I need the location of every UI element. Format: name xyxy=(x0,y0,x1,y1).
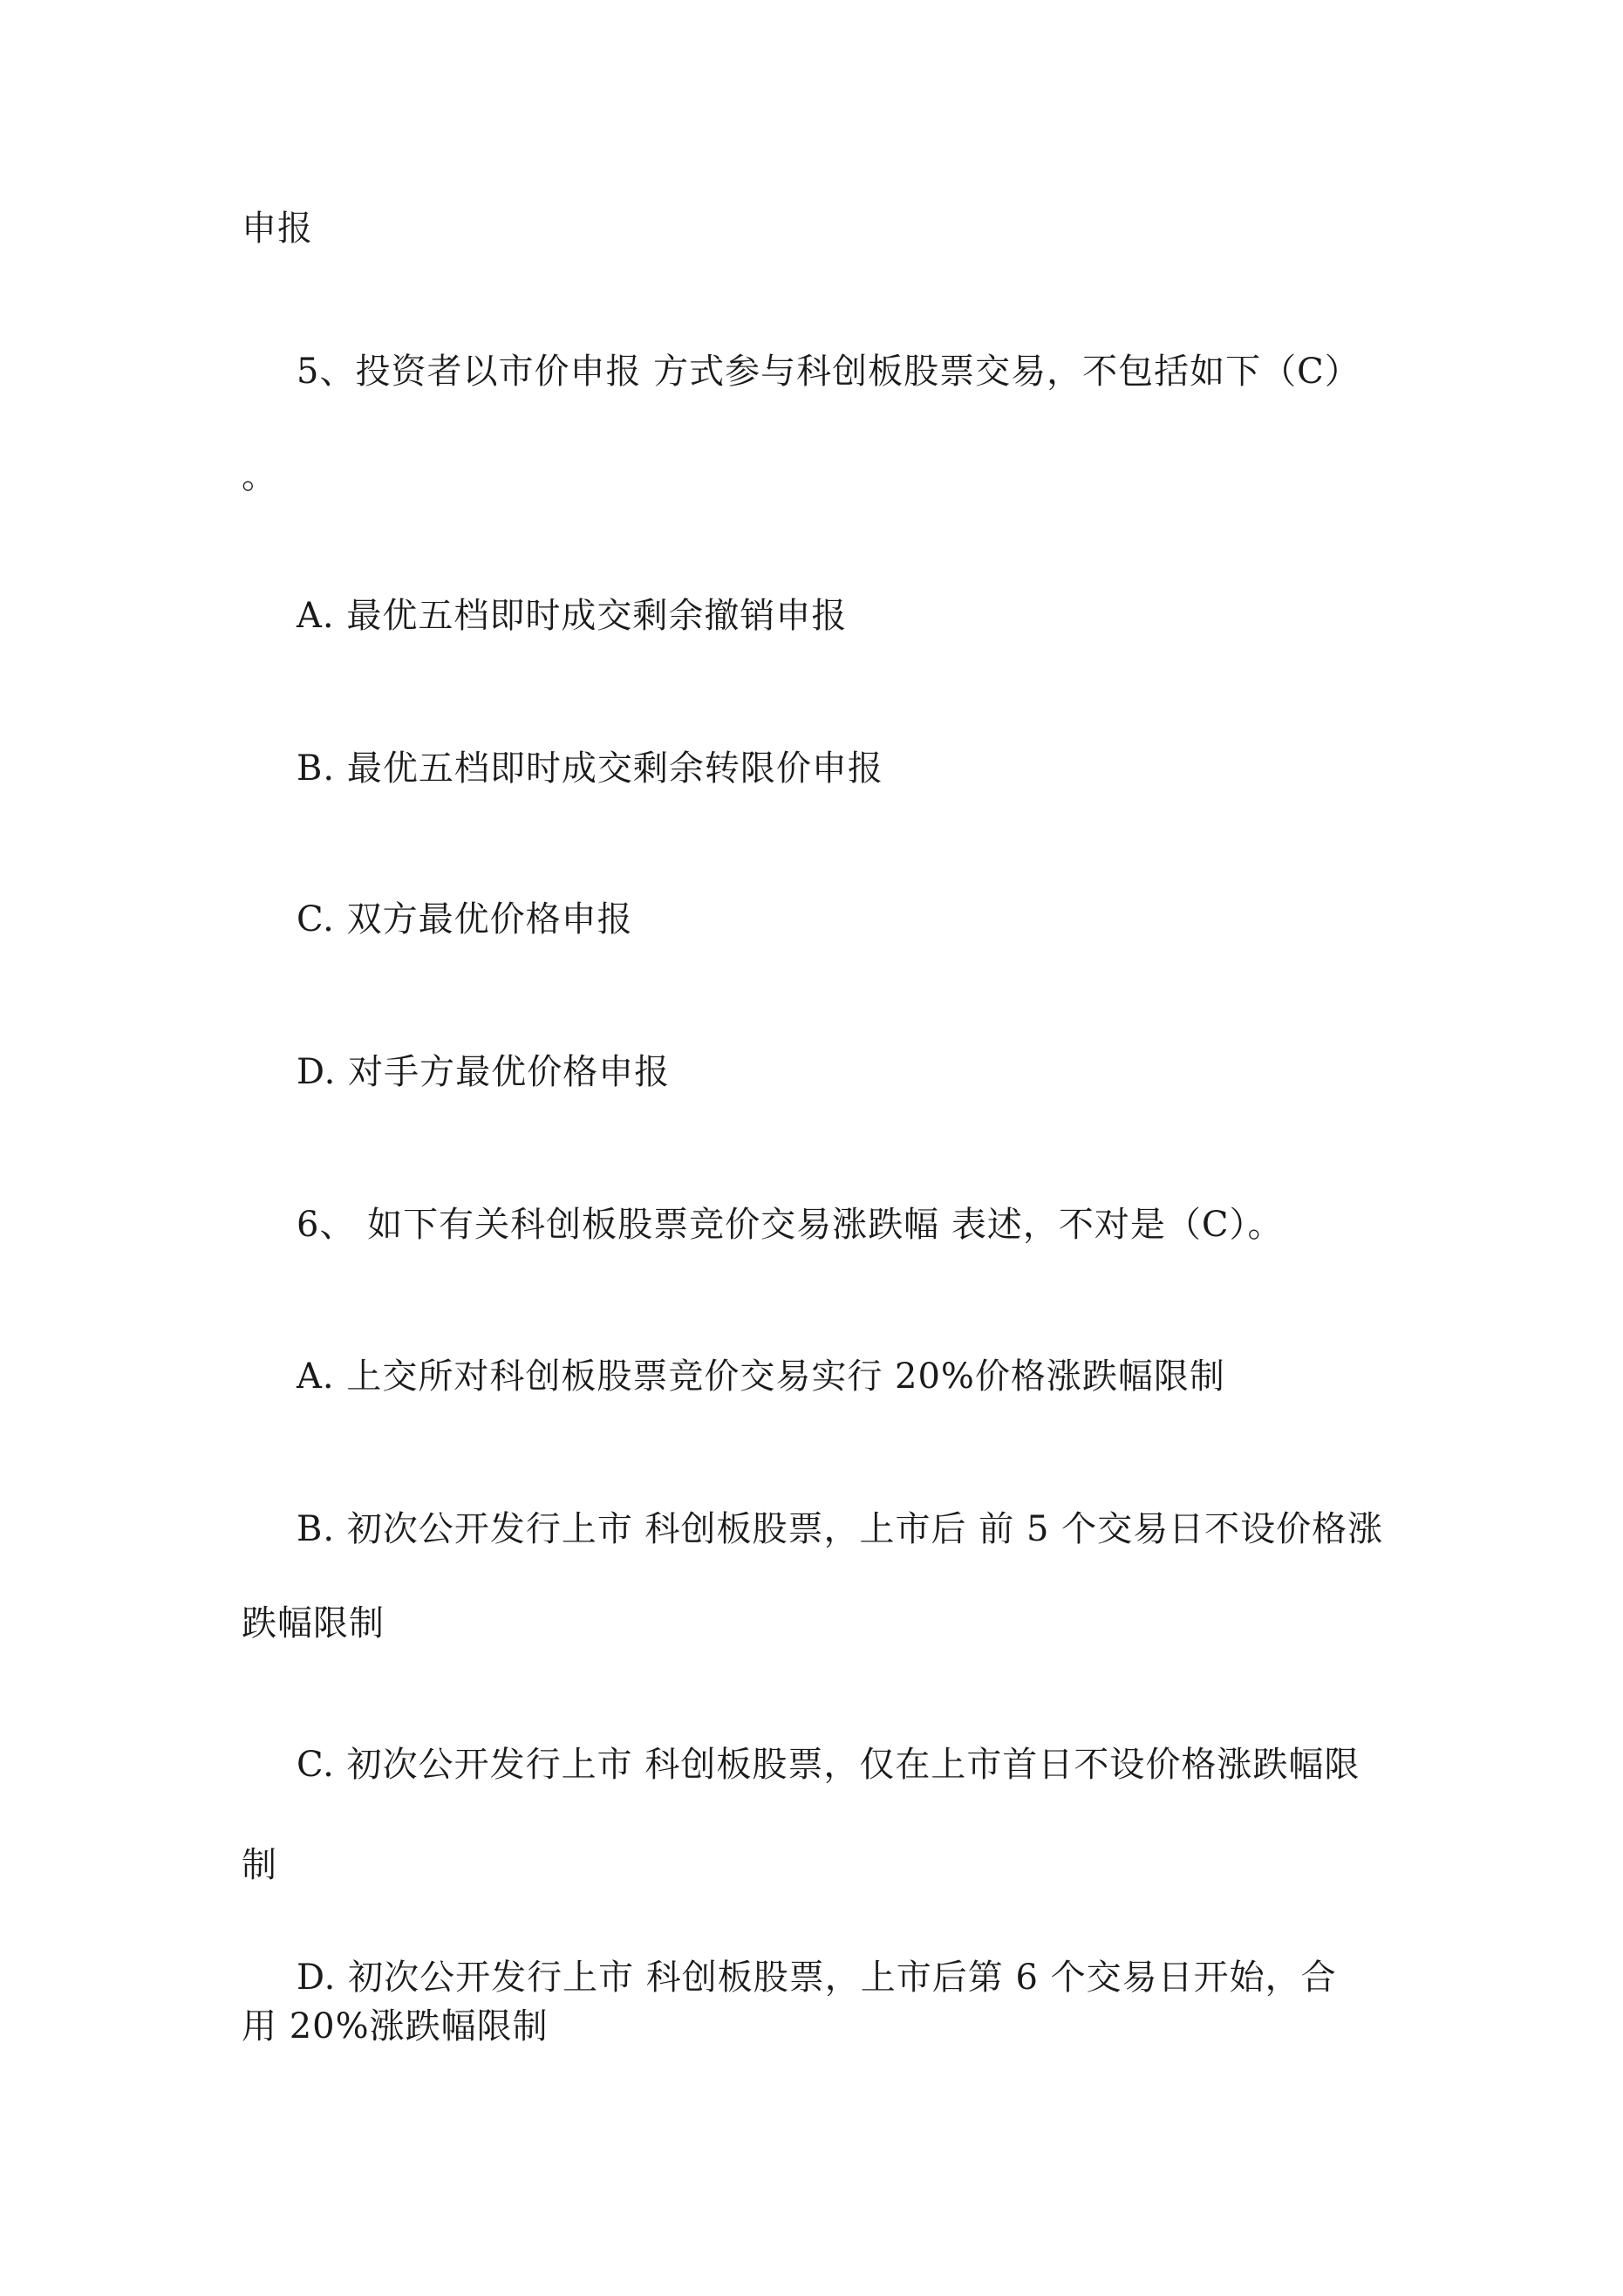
q5-option-c: C. 双方最优价格申报 xyxy=(297,899,633,940)
q6-option-b-continued: 跌幅限制 xyxy=(242,1603,385,1643)
paragraph-line: 申报 xyxy=(242,208,313,249)
q5-option-b: B. 最优五档即时成交剩余转限价申报 xyxy=(297,748,883,789)
paragraph-line: 。 xyxy=(242,456,277,496)
q6-option-c: C. 初次公开发行上市 科创板股票，仅在上市首日不设价格涨跌幅限 xyxy=(297,1745,1360,1785)
q5-option-d: D. 对手方最优价格申报 xyxy=(297,1052,671,1092)
q6-option-d: D. 初次公开发行上市 科创板股票，上市后第 6 个交易日开始，合 xyxy=(297,1958,1337,1998)
q6-option-a: A. 上交所对科创板股票竞价交易实行 20%价格涨跌幅限制 xyxy=(297,1356,1225,1397)
q6-option-d-continued: 用 20%涨跌幅限制 xyxy=(242,2006,549,2047)
q6-option-c-continued: 制 xyxy=(242,1845,277,1885)
q5-option-a: A. 最优五档即时成交剩余撤销申报 xyxy=(297,596,848,636)
q6-option-b: B. 初次公开发行上市 科创板股票，上市后 前 5 个交易日不设价格涨 xyxy=(297,1509,1384,1549)
question-6: 6、 如下有关科创板股票竞价交易涨跌幅 表述，不对是（C）。 xyxy=(297,1205,1284,1245)
question-5: 5、投资者以市价申报 方式参与科创板股票交易，不包括如下（C） xyxy=(297,352,1360,392)
